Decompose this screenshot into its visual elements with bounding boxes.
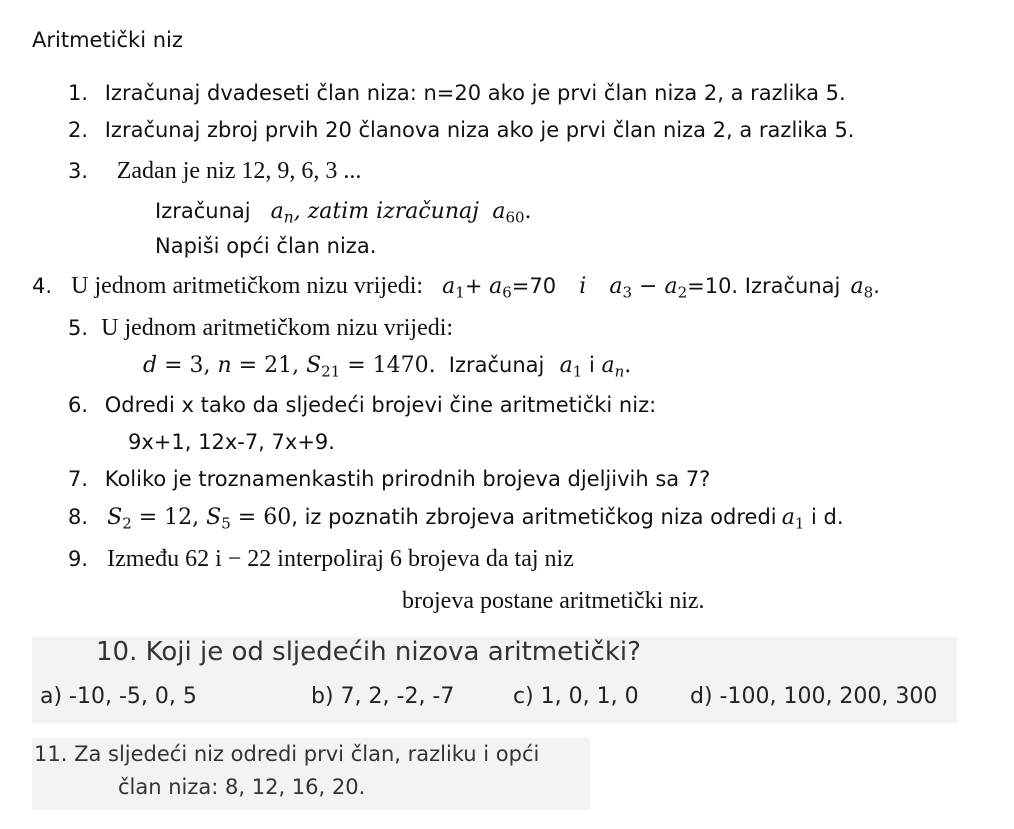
problem-6-expression: 9x+1, 12x-7, 7x+9. — [128, 430, 335, 454]
text: + — [464, 274, 490, 298]
option-a: a) -10, -5, 0, 5 — [40, 684, 197, 709]
subscript: 1 — [572, 362, 583, 381]
text: =10. Izračunaj — [687, 274, 841, 298]
text: = 3, — [157, 353, 218, 378]
subscript: 1 — [455, 283, 465, 302]
math-n: n — [217, 353, 232, 378]
problem-9-line-2: brojeva postane aritmetički niz. — [402, 588, 705, 614]
subscript: n — [283, 208, 294, 227]
problem-text: Između 62 i − 22 interpoliraj 6 brojeva da taj niz — [107, 546, 574, 572]
question-11-line-2: član niza: 8, 12, 16, 20. — [118, 775, 366, 799]
problem-text: Zadan je niz 12, 9, 6, 3 ... — [116, 158, 362, 184]
math-a: a — [270, 199, 284, 224]
problem-9 — [68, 546, 574, 573]
question-11-line-1: 11. Za sljedeći niz odredi prvi član, razliku i opći — [34, 742, 540, 766]
math-a: a — [850, 274, 864, 299]
subscript: 21 — [321, 362, 341, 381]
math-d: d — [143, 353, 158, 378]
problem-3 — [68, 158, 361, 185]
problem-3-line-3: Napiši opći član niza. — [155, 234, 377, 258]
problem-number: 2. — [68, 118, 89, 142]
subscript: 1 — [794, 514, 805, 533]
problem-text: U jednom aritmetičkom nizu vrijedi: — [71, 273, 424, 299]
math-S: S — [107, 505, 123, 530]
math-a: a — [489, 274, 503, 299]
text: Izračunaj — [155, 199, 251, 223]
problem-text: Odredi x tako da sljedeći brojevi čine aritmetički niz: — [104, 393, 657, 417]
option-c: c) 1, 0, 1, 0 — [513, 684, 639, 709]
subscript: 3 — [622, 283, 633, 302]
text: . — [873, 274, 880, 298]
problem-text: Izračunaj zbroj prvih 20 članova niza ako je prvi član niza 2, a razlika 5. — [104, 118, 855, 142]
subscript: 8 — [863, 283, 874, 302]
math-a: a — [492, 199, 506, 224]
subscript: n — [614, 362, 625, 381]
text: − — [632, 274, 665, 299]
problem-text: , iz poznatih zbrojeva aritmetičkog niza odredi — [291, 505, 777, 529]
text: = 12, — [131, 505, 207, 530]
problem-2 — [68, 118, 854, 142]
subscript: 2 — [677, 283, 688, 302]
problem-number: 1. — [68, 81, 89, 105]
problem-4 — [32, 273, 880, 300]
option-d: d) -100, 100, 200, 300 — [690, 684, 938, 709]
math-a: a — [559, 353, 573, 378]
problem-number: 4. — [32, 274, 53, 298]
problem-number: 9. — [68, 547, 89, 571]
subscript: 5 — [221, 514, 231, 533]
math-a: a — [664, 274, 678, 299]
subscript: 60 — [505, 208, 525, 227]
subscript: 2 — [122, 514, 132, 533]
math-i: i — [579, 274, 587, 299]
text: . — [624, 353, 632, 378]
problem-3-line-2 — [155, 199, 532, 227]
text: i — [582, 353, 602, 377]
problem-6 — [68, 393, 656, 417]
problem-text: U jednom aritmetičkom nizu vrijedi: — [101, 315, 454, 341]
text: = 21, — [231, 353, 307, 378]
math-a: a — [781, 505, 795, 530]
punct: . — [524, 199, 532, 224]
text: i d. — [804, 505, 844, 529]
problem-7 — [68, 467, 710, 491]
math-a: a — [442, 274, 456, 299]
text: = 60 — [230, 505, 292, 530]
page-title: Aritmetički niz — [32, 28, 183, 52]
text: Izračunaj — [448, 353, 545, 377]
math-S: S — [306, 353, 322, 378]
problem-1 — [68, 81, 846, 105]
text: = 1470. — [340, 353, 436, 378]
problem-text: Koliko je troznamenkastih prirodnih brojeva djeljivih sa 7? — [104, 467, 711, 491]
problem-number: 5. — [68, 316, 89, 340]
subscript: 6 — [502, 283, 512, 302]
problem-number: 6. — [68, 393, 89, 417]
text: =70 — [511, 274, 557, 298]
problem-5 — [68, 315, 453, 342]
problem-number: 3. — [68, 159, 89, 183]
problem-number: 8. — [68, 505, 89, 529]
question-10-title: 10. Koji je od sljedećih nizova aritmetički? — [96, 637, 641, 667]
problem-number: 7. — [68, 467, 89, 491]
math-S: S — [206, 505, 222, 530]
problem-8 — [68, 505, 844, 533]
problem-text: Izračunaj dvadeseti član niza: n=20 ako je prvi član niza 2, a razlika 5. — [104, 81, 846, 105]
problem-5-line-2 — [143, 353, 632, 381]
math-a: a — [601, 353, 615, 378]
option-b: b) 7, 2, -2, -7 — [311, 684, 455, 709]
math-text: , zatim izračunaj — [293, 199, 479, 224]
math-a: a — [609, 274, 623, 299]
